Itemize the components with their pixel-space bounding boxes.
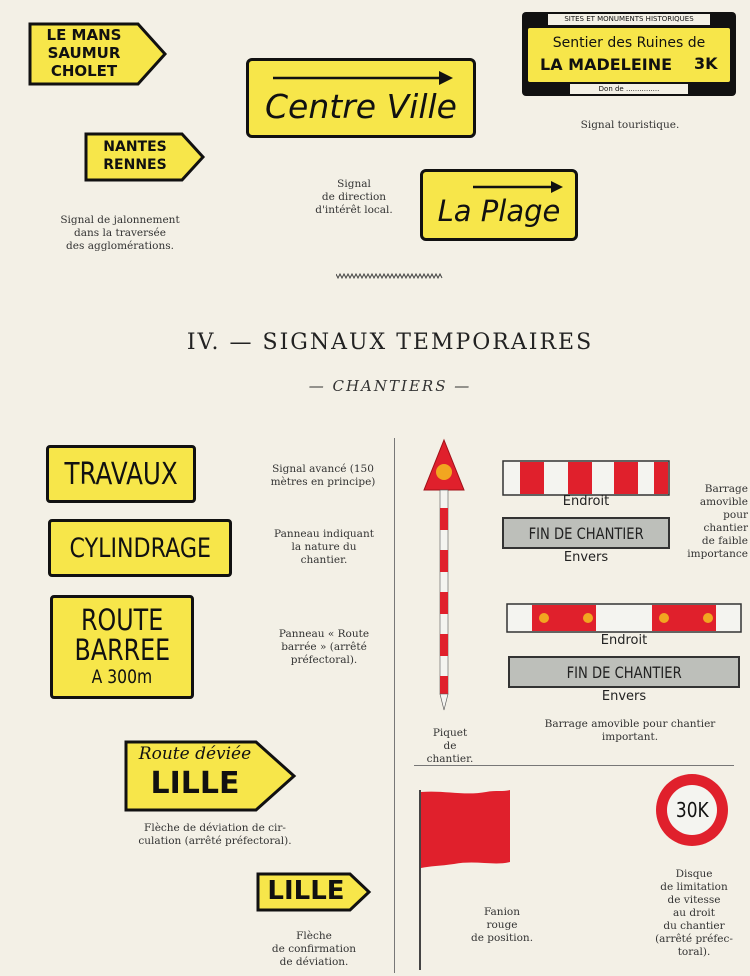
tourist-sign-footer: Don de ............... — [570, 84, 688, 94]
piquet-icon — [418, 438, 470, 714]
pointer-sign-le-mans — [28, 22, 168, 86]
speed-limit-disc — [656, 774, 728, 846]
sign-route-barree-line1: ROUTE — [80, 603, 164, 637]
sign-lille-text: LILLE — [267, 876, 345, 906]
caption-disque: Disque de limitation de vitesse au droit du chantier (arrêté préfec- toral). — [655, 868, 733, 958]
tourist-sign-line2: LA MADELEINE — [540, 55, 673, 74]
sign-cylindrage-text: CYLINDRAGE — [69, 532, 211, 564]
caption-jalonnement: Signal de jalonnement dans la traversée des agglomérations. — [60, 214, 180, 252]
caption-piquet: Piquet de chantier. — [426, 727, 474, 765]
caption-fanion: Fanion rouge de position. — [470, 906, 534, 944]
caption-route-barree: Panneau « Route barrée » (arrêté préfectoral). — [278, 628, 370, 666]
caption-lille: Flèche de confirmation de déviation. — [271, 930, 357, 968]
speed-limit-value: 30K — [675, 798, 709, 822]
sign-route-deviee-top: Route déviée — [138, 744, 252, 764]
sign-centre-ville-text: Centre Ville — [265, 87, 457, 126]
sign-cylindrage — [48, 519, 232, 577]
column-divider — [394, 438, 395, 973]
pointer-sign-le-mans-text: LE MANS SAUMUR CHOLET — [46, 26, 122, 80]
label-envers-2: Envers — [601, 689, 647, 704]
sign-centre-ville — [246, 58, 476, 138]
caption-deviee: Flèche de déviation de cir- culation (arrêté préfectoral). — [138, 822, 292, 847]
sign-la-plage-text: La Plage — [437, 194, 561, 228]
sign-lille — [256, 872, 372, 912]
sign-travaux-text: TRAVAUX — [64, 456, 178, 492]
sign-route-barree — [50, 595, 194, 699]
tourist-sign-panel — [528, 28, 730, 82]
sign-route-barree-line2: BARREE — [74, 633, 170, 667]
sign-route-deviee — [124, 740, 298, 812]
caption-cylindrage: Panneau indiquant la nature du chantier. — [274, 528, 374, 566]
label-endroit-2: Endroit — [600, 633, 648, 648]
label-envers-1: Envers — [563, 550, 609, 565]
sign-la-plage — [420, 169, 578, 241]
barrage-faible-bar — [502, 460, 670, 496]
caption-travaux: Signal avancé (150 mètres en principe) — [270, 463, 376, 488]
barrage-important-bar — [506, 603, 742, 633]
pointer-sign-nantes — [84, 132, 206, 182]
plate-fin-chantier-2-text: FIN DE CHANTIER — [566, 662, 682, 682]
caption-direction: Signal de direction d'intérêt local. — [315, 178, 393, 216]
plate-fin-chantier-2 — [508, 656, 740, 688]
label-endroit-1: Endroit — [562, 494, 610, 509]
tourist-sign-distance: 3K — [694, 54, 718, 73]
tourist-sign-line1: Sentier des Ruines de — [552, 35, 706, 51]
plate-fin-chantier-1-text: FIN DE CHANTIER — [528, 523, 644, 543]
pointer-sign-nantes-text: NANTES RENNES — [103, 139, 167, 173]
wavy-divider — [336, 272, 446, 280]
caption-touristique: Signal touristique. — [580, 119, 680, 131]
tourist-sign — [522, 12, 736, 96]
sign-route-deviee-city: LILLE — [150, 766, 240, 801]
caption-barrage-important: Barrage amovible pour chantier important. — [544, 718, 716, 743]
tourist-sign-header: SITES ET MONUMENTS HISTORIQUES — [548, 14, 710, 25]
sign-route-barree-line3: A 300m — [91, 666, 153, 688]
section-title: IV. — SIGNAUX TEMPORAIRES — [186, 330, 594, 355]
sign-travaux — [46, 445, 196, 503]
speed-limit-inner — [667, 785, 717, 835]
section-subtitle: — CHANTIERS — — [308, 377, 472, 395]
caption-barrage-faible: Barrage amovible pour chantier de faible importance — [687, 483, 748, 560]
plate-fin-chantier-1 — [502, 517, 670, 549]
